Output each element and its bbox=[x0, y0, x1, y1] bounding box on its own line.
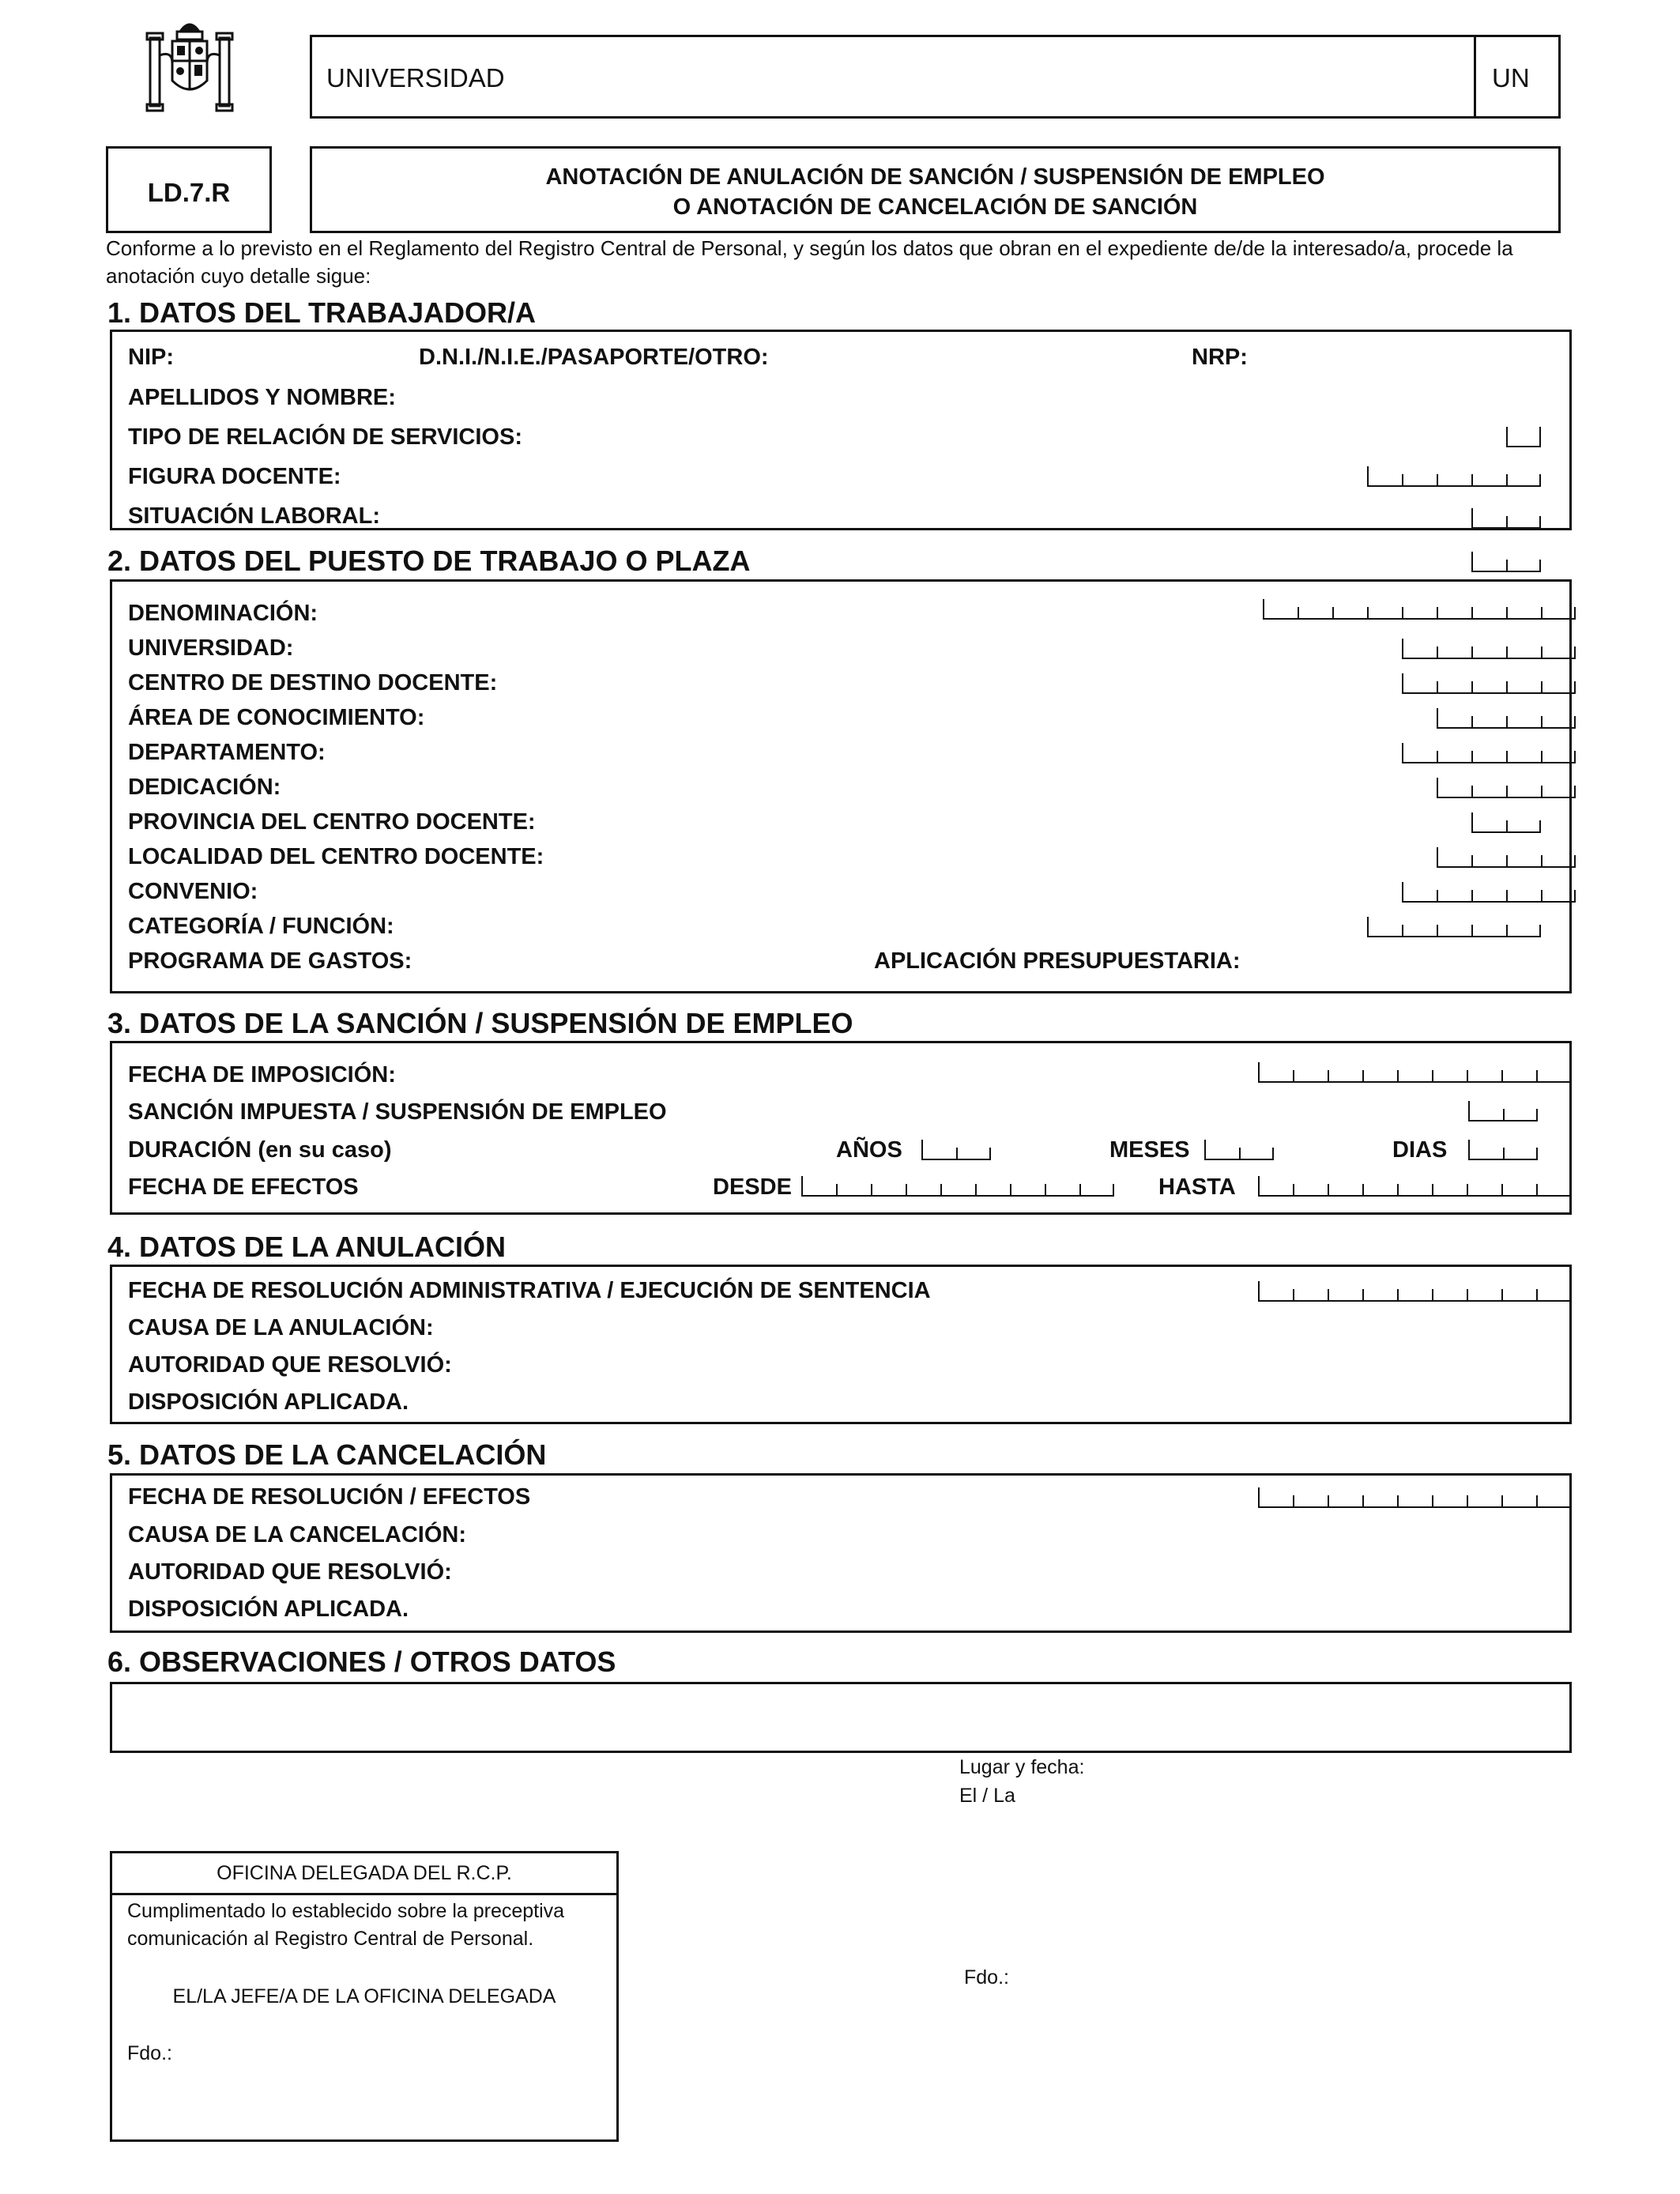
char-box-cell[interactable] bbox=[1293, 1289, 1328, 1302]
departamento-boxes[interactable] bbox=[1402, 743, 1576, 763]
char-box-cell[interactable] bbox=[1402, 474, 1437, 487]
universidad-field-boxes[interactable] bbox=[1402, 639, 1576, 659]
dedicacion-boxes[interactable] bbox=[1437, 778, 1576, 798]
char-box-cell[interactable] bbox=[1506, 751, 1541, 763]
section-2-title: 2. DATOS DEL PUESTO DE TRABAJO O PLAZA bbox=[107, 545, 751, 577]
char-box-cell[interactable] bbox=[1328, 1495, 1362, 1508]
char-box-cell[interactable] bbox=[1471, 855, 1506, 868]
char-box-cell[interactable] bbox=[1258, 1176, 1293, 1197]
dias-label: DIAS bbox=[1392, 1137, 1448, 1163]
char-box-cell[interactable] bbox=[1397, 1070, 1432, 1083]
char-box-cell[interactable] bbox=[1328, 1184, 1362, 1197]
char-box-cell[interactable] bbox=[906, 1184, 940, 1197]
char-box-cell[interactable] bbox=[871, 1184, 906, 1197]
sancion-impuesta-boxes[interactable] bbox=[1468, 1101, 1538, 1122]
fecha-resolucion-anulacion-boxes[interactable] bbox=[1258, 1281, 1571, 1302]
desde-boxes[interactable] bbox=[801, 1176, 1114, 1197]
char-box-cell[interactable] bbox=[1432, 1070, 1467, 1083]
char-box-cell[interactable] bbox=[1437, 925, 1471, 937]
char-box-cell[interactable] bbox=[1328, 1070, 1362, 1083]
area-conocimiento-boxes[interactable] bbox=[1437, 708, 1576, 729]
provincia-boxes[interactable] bbox=[1471, 812, 1541, 833]
char-box-cell[interactable] bbox=[1541, 890, 1576, 903]
fecha-imposicion-boxes[interactable] bbox=[1258, 1062, 1571, 1083]
aplicacion-presupuestaria-label: APLICACIÓN PRESUPUESTARIA: bbox=[874, 948, 1241, 974]
nrp-label: NRP: bbox=[1192, 345, 1248, 370]
oficina-line1: Cumplimentado lo establecido sobre la preceptiva bbox=[127, 1900, 565, 1922]
char-box-cell[interactable] bbox=[1467, 1184, 1501, 1197]
char-box-cell[interactable] bbox=[1506, 427, 1541, 447]
char-box-cell[interactable] bbox=[1471, 508, 1506, 529]
char-box-cell[interactable] bbox=[1402, 639, 1437, 659]
char-box-cell[interactable] bbox=[1468, 1101, 1503, 1122]
char-box-cell[interactable] bbox=[1501, 1289, 1536, 1302]
char-box-cell[interactable] bbox=[1437, 708, 1471, 729]
char-box-cell[interactable] bbox=[1503, 1109, 1538, 1122]
char-box-cell[interactable] bbox=[1332, 607, 1367, 620]
universidad-code: UN bbox=[1492, 63, 1530, 92]
programa-gastos-label: PROGRAMA DE GASTOS: bbox=[128, 948, 412, 974]
char-box-cell[interactable] bbox=[1437, 607, 1471, 620]
nip-label: NIP: bbox=[128, 345, 174, 370]
oficina-jefe: EL/LA JEFE/A DE LA OFICINA DELEGADA bbox=[172, 1985, 556, 2007]
el-la-label: El / La bbox=[959, 1785, 1015, 1807]
char-box-cell[interactable] bbox=[1079, 1184, 1114, 1197]
char-box-cell[interactable] bbox=[1506, 516, 1541, 529]
char-box-cell[interactable] bbox=[1328, 1289, 1362, 1302]
area-conocimiento-label: ÁREA DE CONOCIMIENTO: bbox=[128, 705, 425, 730]
char-box-cell[interactable] bbox=[1506, 786, 1541, 798]
anos-boxes[interactable] bbox=[921, 1140, 991, 1160]
char-box-cell[interactable] bbox=[1258, 1062, 1293, 1083]
char-box-cell[interactable] bbox=[1506, 716, 1541, 729]
form-title-line1: ANOTACIÓN DE ANULACIÓN DE SANCIÓN / SUSPENSIÓN DE EMPLEO bbox=[545, 164, 1325, 190]
char-box-cell[interactable] bbox=[1541, 607, 1576, 620]
causa-cancelacion-label: CAUSA DE LA CANCELACIÓN: bbox=[128, 1522, 467, 1547]
categoria-label: CATEGORÍA / FUNCIÓN: bbox=[128, 914, 394, 939]
universidad-field-label: UNIVERSIDAD: bbox=[128, 635, 294, 661]
char-box-cell[interactable] bbox=[1293, 1495, 1328, 1508]
char-box-cell[interactable] bbox=[1293, 1070, 1328, 1083]
char-box-cell[interactable] bbox=[1367, 607, 1402, 620]
dedicacion-label: DEDICACIÓN: bbox=[128, 775, 281, 800]
char-box-cell[interactable] bbox=[1541, 786, 1576, 798]
desde-label: DESDE bbox=[713, 1174, 792, 1200]
causa-anulacion-label: CAUSA DE LA ANULACIÓN: bbox=[128, 1315, 434, 1340]
intro-line2: anotación cuyo detalle sigue: bbox=[106, 264, 371, 288]
oficina-line2: comunicación al Registro Central de Personal. bbox=[127, 1928, 534, 1950]
intro-line1: Conforme a lo previsto en el Reglamento del Registro Central de Personal, y según los datos que obran en el expediente de/de la interesado/a, procede la bbox=[106, 236, 1513, 260]
char-box-cell[interactable] bbox=[1541, 681, 1576, 694]
situacion-laboral-boxes[interactable] bbox=[1471, 508, 1541, 529]
meses-boxes[interactable] bbox=[1204, 1140, 1274, 1160]
fecha-imposicion-label: FECHA DE IMPOSICIÓN: bbox=[128, 1062, 396, 1088]
char-box-cell[interactable] bbox=[1437, 778, 1471, 798]
oficina-title: OFICINA DELEGADA DEL R.C.P. bbox=[217, 1862, 512, 1884]
char-box-cell[interactable] bbox=[975, 1184, 1010, 1197]
char-box-cell[interactable] bbox=[1471, 890, 1506, 903]
char-box-cell[interactable] bbox=[1541, 716, 1576, 729]
oficina-divider bbox=[110, 1893, 619, 1895]
char-box-cell[interactable] bbox=[921, 1140, 956, 1160]
categoria-boxes[interactable] bbox=[1367, 917, 1541, 937]
char-box-cell[interactable] bbox=[1471, 607, 1506, 620]
char-box-cell[interactable] bbox=[1402, 882, 1437, 903]
char-box-cell[interactable] bbox=[1437, 681, 1471, 694]
localidad-boxes[interactable] bbox=[1437, 847, 1576, 868]
fdo-label: Fdo.: bbox=[964, 1966, 1009, 1989]
apellidos-label: APELLIDOS Y NOMBRE: bbox=[128, 385, 396, 410]
char-box-cell[interactable] bbox=[1437, 647, 1471, 659]
hasta-boxes[interactable] bbox=[1258, 1176, 1571, 1197]
fecha-resolucion-cancelacion-label: FECHA DE RESOLUCIÓN / EFECTOS bbox=[128, 1484, 531, 1510]
meses-label: MESES bbox=[1109, 1137, 1190, 1163]
char-box-cell[interactable] bbox=[1506, 681, 1541, 694]
char-box-cell[interactable] bbox=[1204, 1140, 1239, 1160]
convenio-boxes[interactable] bbox=[1402, 882, 1576, 903]
char-box-cell[interactable] bbox=[1536, 1184, 1571, 1197]
char-box-cell[interactable] bbox=[1471, 474, 1506, 487]
char-box-cell[interactable] bbox=[1501, 1184, 1536, 1197]
char-box-cell[interactable] bbox=[1362, 1070, 1397, 1083]
denominacion-label: DENOMINACIÓN: bbox=[128, 601, 318, 626]
char-box-cell[interactable] bbox=[1437, 474, 1471, 487]
char-box-cell[interactable] bbox=[1506, 890, 1541, 903]
char-box-cell[interactable] bbox=[1010, 1184, 1045, 1197]
char-box-cell[interactable] bbox=[1468, 1140, 1503, 1160]
tipo-relacion-boxes[interactable] bbox=[1506, 427, 1541, 447]
char-box-cell[interactable] bbox=[1506, 647, 1541, 659]
figura-docente-boxes[interactable] bbox=[1367, 466, 1541, 487]
char-box-cell[interactable] bbox=[1471, 716, 1506, 729]
fecha-efectos-label: FECHA DE EFECTOS bbox=[128, 1174, 359, 1200]
coat-of-arms-logo bbox=[141, 16, 239, 120]
section-3-title: 3. DATOS DE LA SANCIÓN / SUSPENSIÓN DE EMPLEO bbox=[107, 1007, 853, 1039]
char-box-cell[interactable] bbox=[1541, 751, 1576, 763]
char-box-cell[interactable] bbox=[1397, 1495, 1432, 1508]
char-box-cell[interactable] bbox=[1437, 847, 1471, 868]
char-box-cell[interactable] bbox=[1402, 925, 1437, 937]
char-box-cell[interactable] bbox=[1432, 1495, 1467, 1508]
char-box-cell[interactable] bbox=[1432, 1184, 1467, 1197]
char-box-cell[interactable] bbox=[1506, 925, 1541, 937]
fecha-resolucion-anulacion-label: FECHA DE RESOLUCIÓN ADMINISTRATIVA / EJECUCIÓN DE SENTENCIA bbox=[128, 1278, 931, 1303]
sancion-impuesta-label: SANCIÓN IMPUESTA / SUSPENSIÓN DE EMPLEO bbox=[128, 1099, 667, 1125]
section-1-title: 1. DATOS DEL TRABAJADOR/A bbox=[107, 296, 537, 329]
dni-label: D.N.I./N.I.E./PASAPORTE/OTRO: bbox=[419, 345, 769, 370]
section-6-title: 6. OBSERVACIONES / OTROS DATOS bbox=[107, 1646, 616, 1678]
char-box-cell[interactable] bbox=[1362, 1184, 1397, 1197]
centro-destino-boxes[interactable] bbox=[1402, 673, 1576, 694]
lugar-fecha-label: Lugar y fecha: bbox=[959, 1756, 1085, 1778]
char-box-cell[interactable] bbox=[1471, 681, 1506, 694]
char-box-cell[interactable] bbox=[801, 1176, 836, 1197]
departamento-label: DEPARTAMENTO: bbox=[128, 740, 326, 765]
section-4-title: 4. DATOS DE LA ANULACIÓN bbox=[107, 1231, 507, 1263]
observaciones-box[interactable] bbox=[110, 1682, 1572, 1753]
char-box-cell[interactable] bbox=[1239, 1148, 1274, 1160]
form-title-line2: O ANOTACIÓN DE CANCELACIÓN DE SANCIÓN bbox=[672, 194, 1198, 220]
char-box-cell[interactable] bbox=[1397, 1184, 1432, 1197]
char-box-cell[interactable] bbox=[956, 1148, 991, 1160]
char-box-cell[interactable] bbox=[1503, 1148, 1538, 1160]
section-2-header-boxes[interactable] bbox=[1471, 552, 1541, 572]
char-box-cell[interactable] bbox=[1437, 890, 1471, 903]
char-box-cell[interactable] bbox=[1402, 607, 1437, 620]
situacion-laboral-label: SITUACIÓN LABORAL: bbox=[128, 503, 380, 529]
char-box-cell[interactable] bbox=[1506, 820, 1541, 833]
char-box-cell[interactable] bbox=[1045, 1184, 1079, 1197]
char-box-cell[interactable] bbox=[1536, 1070, 1571, 1083]
char-box-cell[interactable] bbox=[1471, 812, 1506, 833]
autoridad-cancelacion-label: AUTORIDAD QUE RESOLVIÓ: bbox=[128, 1559, 452, 1585]
char-box-cell[interactable] bbox=[1367, 466, 1402, 487]
universidad-label: UNIVERSIDAD bbox=[326, 63, 505, 92]
figura-docente-label: FIGURA DOCENTE: bbox=[128, 464, 341, 489]
universidad-divider bbox=[1474, 35, 1476, 119]
char-box-cell[interactable] bbox=[1467, 1495, 1501, 1508]
char-box-cell[interactable] bbox=[1471, 925, 1506, 937]
char-box-cell[interactable] bbox=[1541, 647, 1576, 659]
char-box-cell[interactable] bbox=[1397, 1289, 1432, 1302]
autoridad-anulacion-label: AUTORIDAD QUE RESOLVIÓ: bbox=[128, 1352, 452, 1378]
localidad-label: LOCALIDAD DEL CENTRO DOCENTE: bbox=[128, 844, 544, 869]
char-box-cell[interactable] bbox=[1506, 855, 1541, 868]
char-box-cell[interactable] bbox=[1501, 1495, 1536, 1508]
char-box-cell[interactable] bbox=[1471, 751, 1506, 763]
char-box-cell[interactable] bbox=[836, 1184, 871, 1197]
char-box-cell[interactable] bbox=[1471, 647, 1506, 659]
char-box-cell[interactable] bbox=[1536, 1495, 1571, 1508]
fecha-resolucion-cancelacion-boxes[interactable] bbox=[1258, 1487, 1571, 1508]
denominacion-boxes[interactable] bbox=[1263, 599, 1576, 620]
char-box-cell[interactable] bbox=[1402, 743, 1437, 763]
centro-destino-label: CENTRO DE DESTINO DOCENTE: bbox=[128, 670, 498, 696]
char-box-cell[interactable] bbox=[1506, 560, 1541, 572]
section-5-title: 5. DATOS DE LA CANCELACIÓN bbox=[107, 1438, 547, 1471]
duracion-label: DURACIÓN (en su caso) bbox=[128, 1137, 392, 1163]
char-box-cell[interactable] bbox=[1467, 1289, 1501, 1302]
char-box-cell[interactable] bbox=[1501, 1070, 1536, 1083]
char-box-cell[interactable] bbox=[1298, 607, 1332, 620]
provincia-label: PROVINCIA DEL CENTRO DOCENTE: bbox=[128, 809, 536, 835]
anos-label: AÑOS bbox=[836, 1137, 902, 1163]
convenio-label: CONVENIO: bbox=[128, 879, 258, 904]
char-box-cell[interactable] bbox=[1293, 1184, 1328, 1197]
dias-boxes[interactable] bbox=[1468, 1140, 1538, 1160]
char-box-cell[interactable] bbox=[1263, 599, 1298, 620]
char-box-cell[interactable] bbox=[1367, 917, 1402, 937]
char-box-cell[interactable] bbox=[1362, 1289, 1397, 1302]
char-box-cell[interactable] bbox=[1437, 751, 1471, 763]
char-box-cell[interactable] bbox=[1258, 1281, 1293, 1302]
char-box-cell[interactable] bbox=[1402, 673, 1437, 694]
char-box-cell[interactable] bbox=[1506, 607, 1541, 620]
char-box-cell[interactable] bbox=[1506, 474, 1541, 487]
oficina-fdo: Fdo.: bbox=[127, 2042, 172, 2064]
char-box-cell[interactable] bbox=[1471, 552, 1506, 572]
char-box-cell[interactable] bbox=[1432, 1289, 1467, 1302]
char-box-cell[interactable] bbox=[1541, 855, 1576, 868]
disposicion-anulacion-label: DISPOSICIÓN APLICADA. bbox=[128, 1389, 409, 1415]
tipo-relacion-label: TIPO DE RELACIÓN DE SERVICIOS: bbox=[128, 424, 522, 450]
char-box-cell[interactable] bbox=[1258, 1487, 1293, 1508]
char-box-cell[interactable] bbox=[1471, 786, 1506, 798]
disposicion-cancelacion-label: DISPOSICIÓN APLICADA. bbox=[128, 1596, 409, 1622]
char-box-cell[interactable] bbox=[1362, 1495, 1397, 1508]
form-code: LD.7.R bbox=[147, 178, 231, 207]
char-box-cell[interactable] bbox=[1467, 1070, 1501, 1083]
char-box-cell[interactable] bbox=[940, 1184, 975, 1197]
hasta-label: HASTA bbox=[1158, 1174, 1236, 1200]
char-box-cell[interactable] bbox=[1536, 1289, 1571, 1302]
